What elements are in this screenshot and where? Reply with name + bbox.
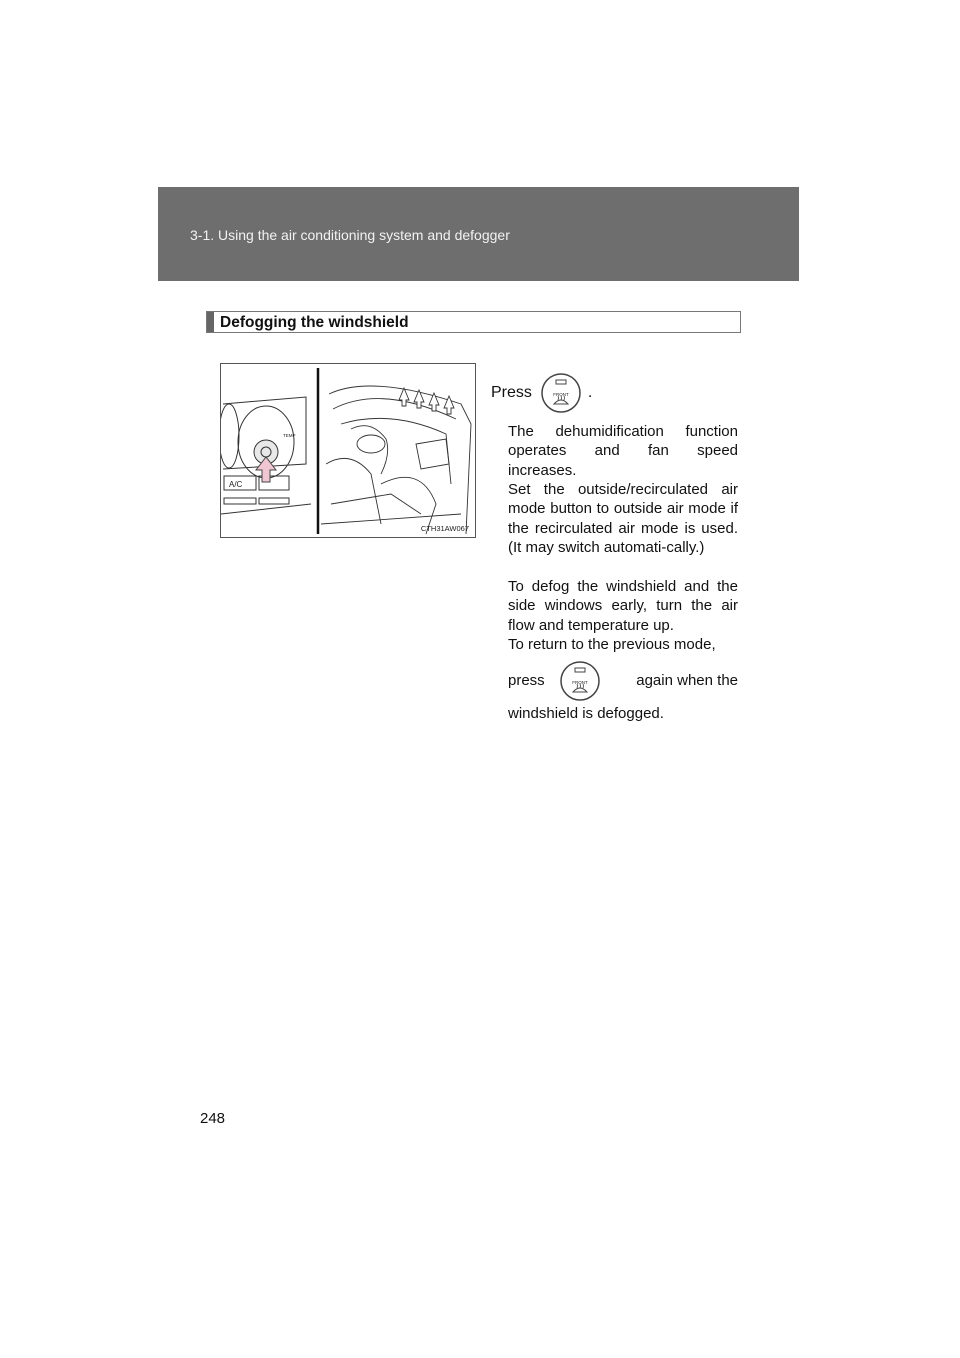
- paragraph-return-line1: To return to the previous mode,: [508, 636, 716, 653]
- illustration: [220, 363, 476, 538]
- dashboard-illustration: [221, 364, 476, 538]
- press-word-2: press: [508, 672, 545, 690]
- paragraph-dehumidification: The dehumidification function operates and fan speed increases.: [508, 423, 738, 479]
- temp-label: TEMP: [283, 433, 296, 438]
- press-instruction: [491, 372, 592, 414]
- section-marker: [207, 312, 214, 332]
- paragraph-return-line2: [508, 660, 738, 702]
- press-period: .: [587, 384, 593, 401]
- section-heading: [206, 311, 741, 333]
- paragraph-air-mode: Set the outside/recirculated air mode button to outside air mode if the recirculated air mode is used. (It may switch automati-cally.): [508, 481, 738, 556]
- figure-code: CTH31AW067: [420, 524, 469, 533]
- front-defroster-button-icon: [540, 372, 582, 414]
- paragraph-defog-early: To defog the windshield and the side windows early, turn the air flow and temperature up.: [508, 578, 738, 634]
- chapter-header: [158, 187, 799, 281]
- again-text: again when the: [636, 672, 738, 690]
- ac-label: A/C: [229, 480, 243, 489]
- press-word: Press: [491, 384, 532, 401]
- section-title: Defogging the windshield: [220, 314, 409, 331]
- breadcrumb: 3-1. Using the air conditioning system and defogger: [190, 227, 510, 243]
- airflow-arrows: [399, 388, 454, 414]
- svg-text:FRONT: FRONT: [553, 392, 569, 397]
- front-defroster-button-icon: [559, 660, 601, 702]
- paragraph-return-line3: windshield is defogged.: [508, 705, 664, 722]
- svg-text:FRONT: FRONT: [571, 680, 588, 685]
- page-number: 248: [200, 1110, 226, 1127]
